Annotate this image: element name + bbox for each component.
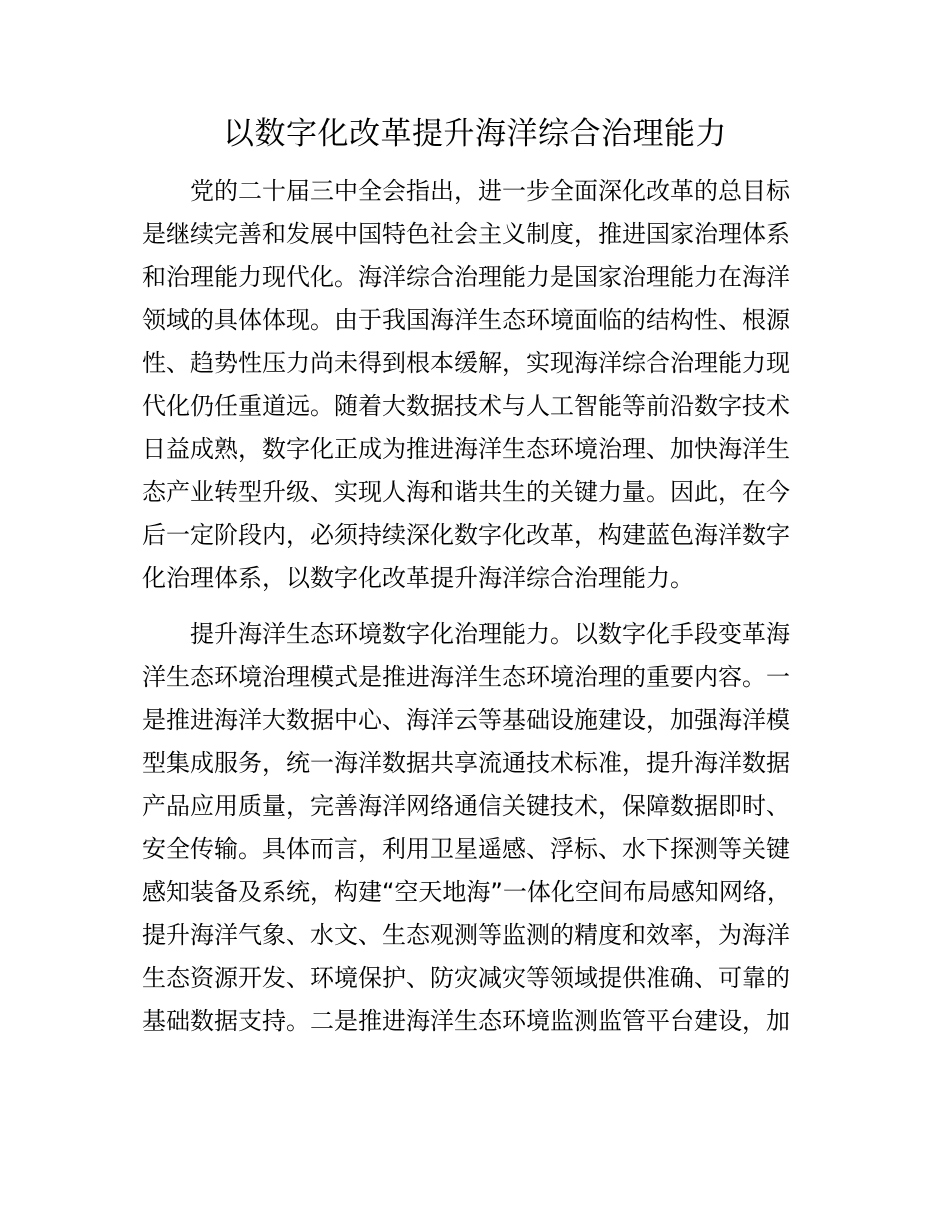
document-title: 以数字化改革提升海洋综合治理能力 xyxy=(223,116,727,152)
paragraph-line: 产品应用质量，完善海洋网络通信关键技术，保障数据即时、 xyxy=(142,792,790,820)
paragraph-line: 是推进海洋大数据中心、海洋云等基础设施建设，加强海洋模 xyxy=(142,706,790,734)
paragraph-line: 化治理体系，以数字化改革提升海洋综合治理能力。 xyxy=(142,564,694,592)
paragraph-line: 提升海洋生态环境数字化治理能力。以数字化手段变革海 xyxy=(190,620,790,648)
paragraph-line: 提升海洋气象、水文、生态观测等监测的精度和效率，为海洋 xyxy=(142,921,790,949)
paragraph-line: 基础数据支持。二是推进海洋生态环境监测监管平台建设，加 xyxy=(142,1007,790,1035)
paragraph-line: 性、趋势性压力尚未得到根本缓解，实现海洋综合治理能力现 xyxy=(142,349,790,377)
paragraph-line: 代化仍任重道远。随着大数据技术与人工智能等前沿数字技术 xyxy=(142,392,790,420)
paragraph-line: 日益成熟，数字化正成为推进海洋生态环境治理、加快海洋生 xyxy=(142,435,790,463)
paragraph-line: 党的二十届三中全会指出，进一步全面深化改革的总目标 xyxy=(190,177,790,205)
paragraph-line: 感知装备及系统，构建“空天地海”一体化空间布局感知网络， xyxy=(142,878,791,906)
paragraph-line: 安全传输。具体而言，利用卫星遥感、浮标、水下探测等关键 xyxy=(142,835,790,863)
paragraph-line: 洋生态环境治理模式是推进海洋生态环境治理的重要内容。一 xyxy=(142,663,790,691)
paragraph-line: 和治理能力现代化。海洋综合治理能力是国家治理能力在海洋 xyxy=(142,263,790,291)
paragraph-line: 领域的具体体现。由于我国海洋生态环境面临的结构性、根源 xyxy=(142,306,790,334)
paragraph-line: 生态资源开发、环境保护、防灾减灾等领域提供准确、可靠的 xyxy=(142,964,790,992)
paragraph-line: 后一定阶段内，必须持续深化数字化改革，构建蓝色海洋数字 xyxy=(142,521,790,549)
paragraph-line: 态产业转型升级、实现人海和谐共生的关键力量。因此，在今 xyxy=(142,478,790,506)
paragraph-line: 型集成服务，统一海洋数据共享流通技术标准，提升海洋数据 xyxy=(142,749,790,777)
paragraph-line: 是继续完善和发展中国特色社会主义制度，推进国家治理体系 xyxy=(142,220,790,248)
